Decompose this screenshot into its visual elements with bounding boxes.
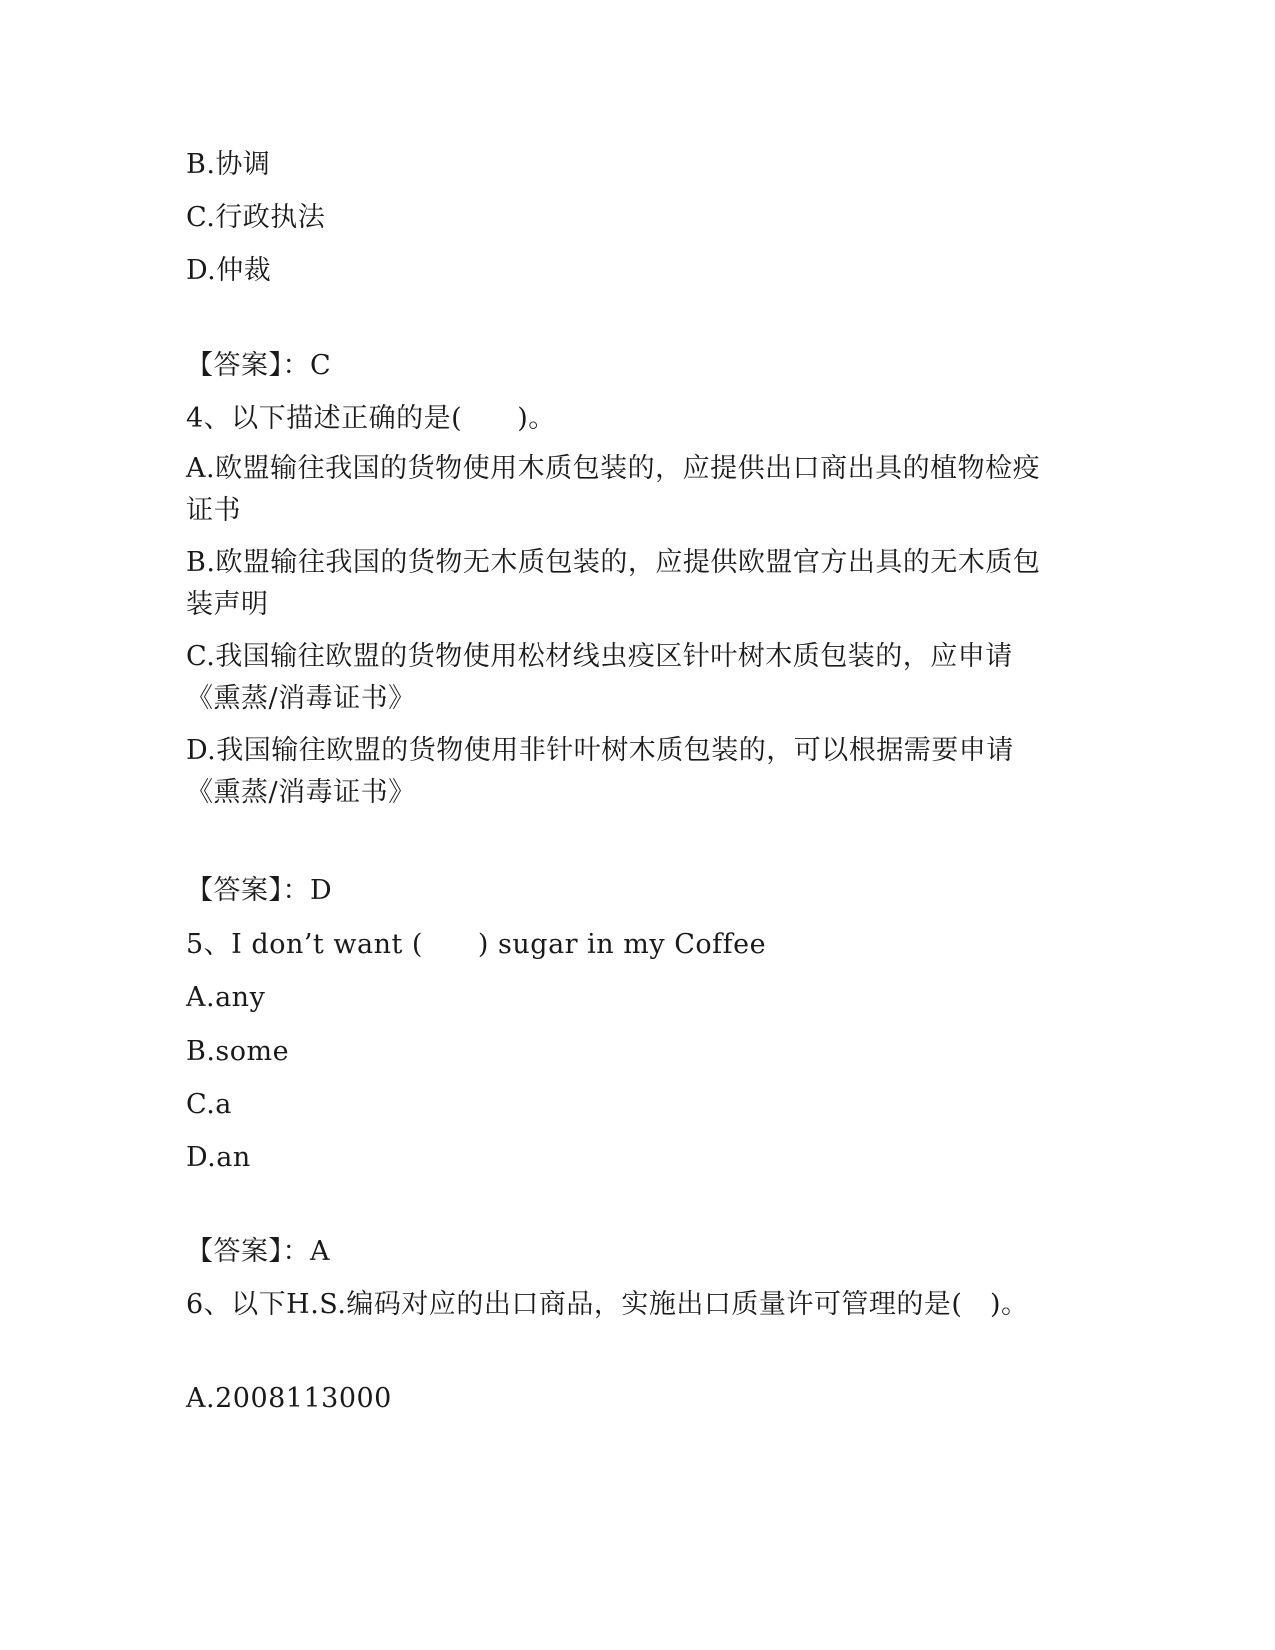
- q3-answer: 【答案】：C: [186, 350, 332, 381]
- q5-stem: 5、I don’t want ( ) sugar in my Coffee: [186, 929, 767, 960]
- q5-option-c: C.a: [186, 1089, 232, 1120]
- q4-option-a: A.欧盟输往我国的货物使用木质包装的，应提供出口商出具的植物检疫证书: [186, 453, 1041, 526]
- q3-option-b: B.协调: [186, 149, 271, 180]
- q5-option-a: A.any: [186, 982, 266, 1013]
- q4-option-d: D.我国输往欧盟的货物使用非针叶树木质包装的，可以根据需要申请《熏蒸/消毒证书》: [186, 735, 1014, 808]
- q6-option-a: A.2008113000: [186, 1383, 392, 1414]
- q4-option-b: B.欧盟输往我国的货物无木质包装的，应提供欧盟官方出具的无木质包装声明: [186, 547, 1041, 620]
- q5-option-b: B.some: [186, 1036, 290, 1067]
- q6-stem: 6、以下H.S.编码对应的出口商品，实施出口质量许可管理的是( )。: [186, 1289, 1029, 1320]
- q4-option-c: C.我国输往欧盟的货物使用松材线虫疫区针叶树木质包装的，应申请《熏蒸/消毒证书》: [186, 641, 1013, 714]
- q5-answer: 【答案】：A: [186, 1236, 330, 1267]
- q4-answer: 【答案】：D: [186, 875, 333, 906]
- q3-option-d: D.仲裁: [186, 255, 272, 286]
- q5-option-d: D.an: [186, 1142, 251, 1173]
- q3-option-c: C.行政执法: [186, 202, 326, 233]
- q4-stem: 4、以下描述正确的是( )。: [186, 403, 556, 434]
